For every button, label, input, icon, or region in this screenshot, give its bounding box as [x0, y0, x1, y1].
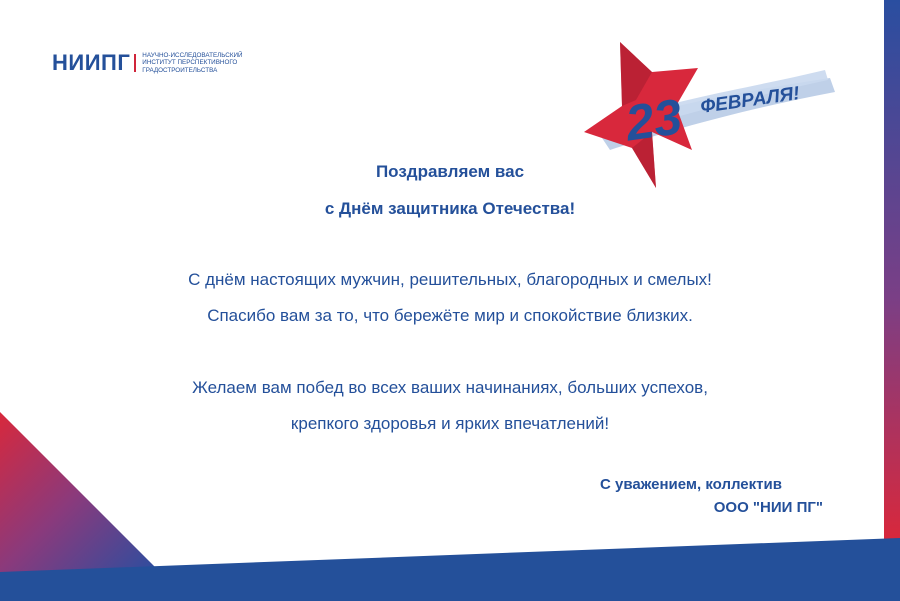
signature-line-1: С уважением, коллектив	[600, 476, 782, 493]
company-logo	[52, 50, 243, 76]
paragraph-2-line-1: Желаем вам побед во всех ваших начинаниях, больших успехов,	[192, 378, 708, 397]
left-triangle	[0, 412, 160, 572]
logo-subtitle-line: НАУЧНО-ИССЛЕДОВАТЕЛЬСКИЙ	[142, 51, 243, 59]
greeting-line-2: с Днём защитника Отечества!	[324, 199, 576, 218]
badge-number: 23	[622, 88, 686, 152]
logo-subtitle-line: ГРАДОСТРОИТЕЛЬСТВА	[142, 66, 218, 74]
logo-name: НИИПГ	[52, 50, 131, 75]
logo-subtitle-line: ИНСТИТУТ ПЕРСПЕКТИВНОГО	[142, 59, 238, 67]
paragraph-1-line-2: Спасибо вам за то, что бережёте мир и спокойствие близких.	[207, 306, 693, 325]
paragraph-2-line-2: крепкого здоровья и ярких впечатлений!	[290, 414, 610, 433]
paragraph-1-line-1: С днём настоящих мужчин, решительных, благородных и смелых!	[188, 270, 712, 289]
logo-subtitle	[142, 52, 242, 75]
signature-line-2: ООО "НИИ ПГ"	[713, 499, 823, 516]
badge-month: ФЕВРАЛЯ!	[699, 83, 801, 118]
logo-divider	[134, 54, 136, 72]
greeting-line-1: Поздравляем вас	[375, 162, 525, 181]
